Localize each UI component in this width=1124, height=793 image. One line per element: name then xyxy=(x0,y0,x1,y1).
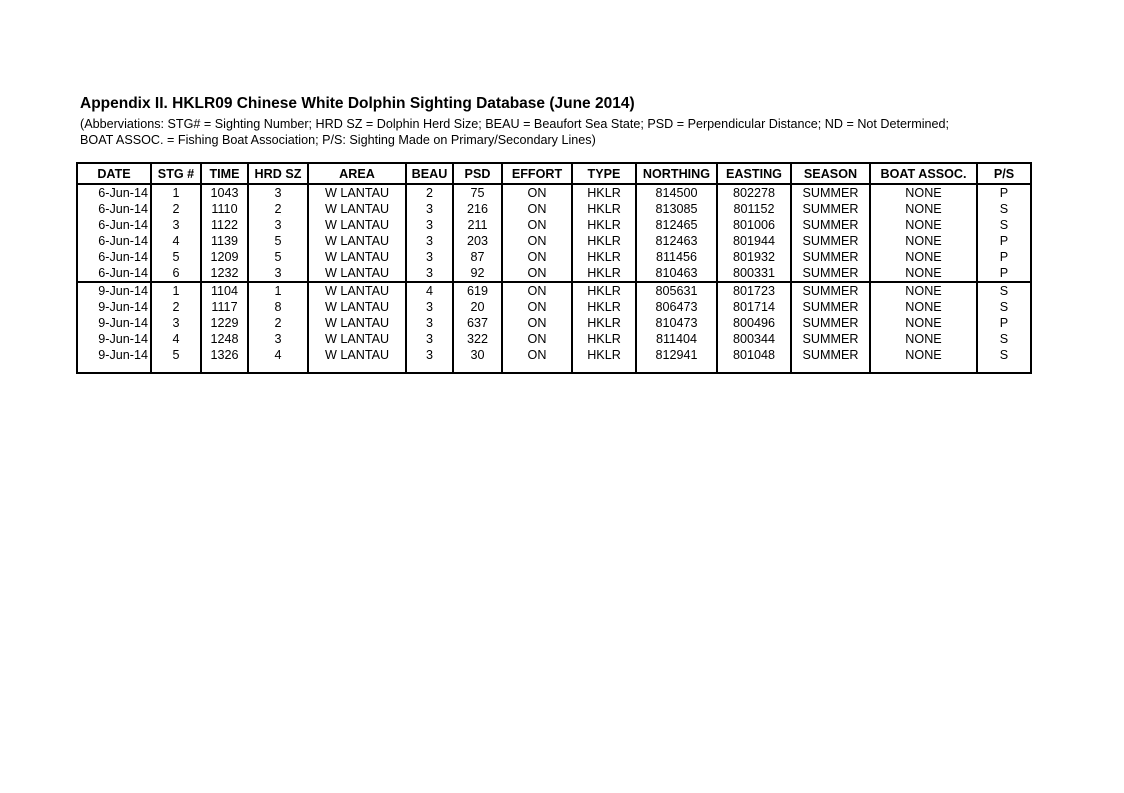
cell-date: 6-Jun-14 xyxy=(98,217,148,232)
cell-psd: 322 xyxy=(453,331,502,347)
cell-area: W LANTAU xyxy=(308,331,406,347)
table-row xyxy=(77,233,1031,249)
cell-time: 1139 xyxy=(201,233,248,249)
cell-ps: P xyxy=(977,315,1031,331)
cell-time: 1248 xyxy=(201,331,248,347)
cell-time: 1122 xyxy=(201,217,248,233)
cell-date: 9-Jun-14 xyxy=(98,347,148,362)
cell-beau: 3 xyxy=(406,249,453,265)
table-row xyxy=(77,299,1031,315)
abbreviations-line-1: (Abberviations: STG# = Sighting Number; HRD SZ = Dolphin Herd Size; BEAU = Beaufort Sea State; PSD = Perpendicular Distance; ND = Not Determined; xyxy=(80,117,950,131)
cell-easting: 801152 xyxy=(717,201,791,217)
cell-time: 1104 xyxy=(201,282,248,299)
cell-area: W LANTAU xyxy=(308,217,406,233)
cell-time: 1326 xyxy=(201,347,248,373)
cell-ps: P xyxy=(977,233,1031,249)
cell-boat-assoc: NONE xyxy=(870,184,977,201)
cell-time: 1043 xyxy=(201,184,248,201)
cell-date: 6-Jun-14 xyxy=(98,249,148,264)
cell-ps: S xyxy=(977,201,1031,217)
cell-boat-assoc: NONE xyxy=(870,201,977,217)
cell-effort: ON xyxy=(502,347,572,373)
abbreviations-line-2: BOAT ASSOC. = Fishing Boat Association; P/S: Sighting Made on Primary/Secondary Lines) xyxy=(80,133,596,147)
table-row xyxy=(77,347,1031,373)
cell-type: HKLR xyxy=(572,299,636,315)
cell-date: 9-Jun-14 xyxy=(98,331,148,346)
cell-area: W LANTAU xyxy=(308,315,406,331)
cell-psd: 619 xyxy=(453,282,502,299)
abbreviations-note xyxy=(80,116,949,148)
cell-effort: ON xyxy=(502,282,572,299)
cell-northing: 805631 xyxy=(636,282,717,299)
cell-hrd-sz: 2 xyxy=(248,315,308,331)
table-row xyxy=(77,315,1031,331)
cell-effort: ON xyxy=(502,265,572,282)
cell-stg: 5 xyxy=(151,249,201,265)
cell-beau: 3 xyxy=(406,347,453,373)
cell-easting: 800344 xyxy=(717,331,791,347)
cell-season: SUMMER xyxy=(791,299,870,315)
cell-date: 6-Jun-14 xyxy=(98,233,148,248)
header-type: TYPE xyxy=(572,163,636,184)
cell-date: 9-Jun-14 xyxy=(98,299,148,314)
cell-northing: 812941 xyxy=(636,347,717,373)
cell-ps: P xyxy=(977,265,1031,282)
cell-northing: 813085 xyxy=(636,201,717,217)
cell-easting: 802278 xyxy=(717,184,791,201)
cell-beau: 3 xyxy=(406,331,453,347)
cell-effort: ON xyxy=(502,201,572,217)
table-row xyxy=(77,217,1031,233)
cell-ps: S xyxy=(977,282,1031,299)
cell-date: 6-Jun-14 xyxy=(98,185,148,200)
cell-easting: 801723 xyxy=(717,282,791,299)
cell-type: HKLR xyxy=(572,265,636,282)
header-date: DATE xyxy=(77,163,151,184)
cell-type: HKLR xyxy=(572,217,636,233)
table-row xyxy=(77,201,1031,217)
table-row xyxy=(77,331,1031,347)
cell-effort: ON xyxy=(502,331,572,347)
cell-ps: S xyxy=(977,217,1031,233)
header-season: SEASON xyxy=(791,163,870,184)
cell-hrd-sz: 2 xyxy=(248,201,308,217)
cell-type: HKLR xyxy=(572,233,636,249)
cell-beau: 4 xyxy=(406,282,453,299)
cell-type: HKLR xyxy=(572,315,636,331)
cell-season: SUMMER xyxy=(791,201,870,217)
cell-season: SUMMER xyxy=(791,265,870,282)
cell-boat-assoc: NONE xyxy=(870,282,977,299)
document-title: Appendix II. HKLR09 Chinese White Dolphin Sighting Database (June 2014) xyxy=(80,95,635,112)
cell-area: W LANTAU xyxy=(308,265,406,282)
cell-psd: 87 xyxy=(453,249,502,265)
header-hrd-sz: HRD SZ xyxy=(248,163,308,184)
cell-hrd-sz: 3 xyxy=(248,184,308,201)
header-beau: BEAU xyxy=(406,163,453,184)
cell-season: SUMMER xyxy=(791,331,870,347)
cell-area: W LANTAU xyxy=(308,249,406,265)
cell-easting: 801048 xyxy=(717,347,791,373)
cell-effort: ON xyxy=(502,249,572,265)
cell-psd: 92 xyxy=(453,265,502,282)
cell-time: 1209 xyxy=(201,249,248,265)
cell-ps: S xyxy=(977,331,1031,347)
cell-type: HKLR xyxy=(572,201,636,217)
cell-season: SUMMER xyxy=(791,184,870,201)
cell-season: SUMMER xyxy=(791,217,870,233)
cell-date: 9-Jun-14 xyxy=(77,282,151,299)
cell-time: 1229 xyxy=(201,315,248,331)
cell-northing: 810463 xyxy=(636,265,717,282)
cell-type: HKLR xyxy=(572,249,636,265)
cell-stg: 3 xyxy=(151,315,201,331)
cell-boat-assoc: NONE xyxy=(870,347,977,373)
header-ps: P/S xyxy=(977,163,1031,184)
cell-hrd-sz: 5 xyxy=(248,249,308,265)
cell-stg: 2 xyxy=(151,299,201,315)
sighting-database-table xyxy=(76,162,1032,374)
cell-ps: S xyxy=(977,347,1031,373)
cell-stg: 4 xyxy=(151,233,201,249)
cell-boat-assoc: NONE xyxy=(870,233,977,249)
cell-northing: 812465 xyxy=(636,217,717,233)
cell-easting: 800331 xyxy=(717,265,791,282)
cell-psd: 203 xyxy=(453,233,502,249)
table-body xyxy=(77,184,1031,373)
header-easting: EASTING xyxy=(717,163,791,184)
cell-ps: P xyxy=(977,249,1031,265)
header-stg: STG # xyxy=(151,163,201,184)
cell-date: 6-Jun-14 xyxy=(98,201,148,216)
cell-date: 9-Jun-14 xyxy=(98,315,148,330)
cell-stg: 6 xyxy=(151,265,201,282)
header-psd: PSD xyxy=(453,163,502,184)
cell-stg: 1 xyxy=(151,184,201,201)
cell-type: HKLR xyxy=(572,331,636,347)
cell-northing: 806473 xyxy=(636,299,717,315)
cell-effort: ON xyxy=(502,233,572,249)
cell-time: 1110 xyxy=(201,201,248,217)
header-boat-assoc: BOAT ASSOC. xyxy=(870,163,977,184)
cell-season: SUMMER xyxy=(791,233,870,249)
cell-ps: P xyxy=(977,184,1031,201)
cell-effort: ON xyxy=(502,315,572,331)
table-row xyxy=(77,249,1031,265)
cell-area: W LANTAU xyxy=(308,299,406,315)
cell-easting: 801714 xyxy=(717,299,791,315)
cell-time: 1232 xyxy=(201,265,248,282)
cell-date: 6-Jun-14 xyxy=(98,265,148,280)
cell-effort: ON xyxy=(502,184,572,201)
cell-easting: 801006 xyxy=(717,217,791,233)
cell-easting: 801932 xyxy=(717,249,791,265)
cell-boat-assoc: NONE xyxy=(870,265,977,282)
cell-beau: 3 xyxy=(406,315,453,331)
cell-type: HKLR xyxy=(572,184,636,201)
cell-area: W LANTAU xyxy=(308,184,406,201)
cell-time: 1117 xyxy=(201,299,248,315)
cell-season: SUMMER xyxy=(791,315,870,331)
cell-psd: 637 xyxy=(453,315,502,331)
table-row xyxy=(77,282,1031,299)
cell-beau: 3 xyxy=(406,265,453,282)
cell-stg: 5 xyxy=(151,347,201,373)
cell-type: HKLR xyxy=(572,347,636,373)
cell-hrd-sz: 1 xyxy=(248,282,308,299)
cell-type: HKLR xyxy=(572,282,636,299)
cell-beau: 3 xyxy=(406,201,453,217)
cell-beau: 3 xyxy=(406,217,453,233)
cell-stg: 3 xyxy=(151,217,201,233)
cell-northing: 811404 xyxy=(636,331,717,347)
cell-season: SUMMER xyxy=(791,347,870,373)
cell-area: W LANTAU xyxy=(308,201,406,217)
cell-boat-assoc: NONE xyxy=(870,299,977,315)
cell-effort: ON xyxy=(502,299,572,315)
cell-hrd-sz: 5 xyxy=(248,233,308,249)
cell-northing: 811456 xyxy=(636,249,717,265)
cell-boat-assoc: NONE xyxy=(870,315,977,331)
cell-psd: 75 xyxy=(453,184,502,201)
header-area: AREA xyxy=(308,163,406,184)
cell-area: W LANTAU xyxy=(308,282,406,299)
cell-psd: 20 xyxy=(453,299,502,315)
cell-northing: 810473 xyxy=(636,315,717,331)
cell-psd: 216 xyxy=(453,201,502,217)
cell-psd: 30 xyxy=(453,347,502,373)
cell-easting: 801944 xyxy=(717,233,791,249)
cell-area: W LANTAU xyxy=(308,233,406,249)
cell-hrd-sz: 3 xyxy=(248,217,308,233)
header-time: TIME xyxy=(201,163,248,184)
cell-boat-assoc: NONE xyxy=(870,217,977,233)
cell-ps: S xyxy=(977,299,1031,315)
table-header-row xyxy=(77,163,1031,184)
cell-psd: 211 xyxy=(453,217,502,233)
cell-stg: 4 xyxy=(151,331,201,347)
cell-beau: 3 xyxy=(406,233,453,249)
cell-easting: 800496 xyxy=(717,315,791,331)
cell-boat-assoc: NONE xyxy=(870,331,977,347)
cell-stg: 1 xyxy=(151,282,201,299)
cell-effort: ON xyxy=(502,217,572,233)
cell-stg: 2 xyxy=(151,201,201,217)
cell-hrd-sz: 3 xyxy=(248,265,308,282)
cell-season: SUMMER xyxy=(791,249,870,265)
cell-season: SUMMER xyxy=(791,282,870,299)
cell-northing: 814500 xyxy=(636,184,717,201)
cell-hrd-sz: 3 xyxy=(248,331,308,347)
cell-area: W LANTAU xyxy=(308,347,406,373)
table-row xyxy=(77,184,1031,201)
header-northing: NORTHING xyxy=(636,163,717,184)
cell-beau: 2 xyxy=(406,184,453,201)
cell-hrd-sz: 8 xyxy=(248,299,308,315)
header-effort: EFFORT xyxy=(502,163,572,184)
cell-hrd-sz: 4 xyxy=(248,347,308,373)
cell-boat-assoc: NONE xyxy=(870,249,977,265)
cell-northing: 812463 xyxy=(636,233,717,249)
cell-beau: 3 xyxy=(406,299,453,315)
table-row xyxy=(77,265,1031,282)
